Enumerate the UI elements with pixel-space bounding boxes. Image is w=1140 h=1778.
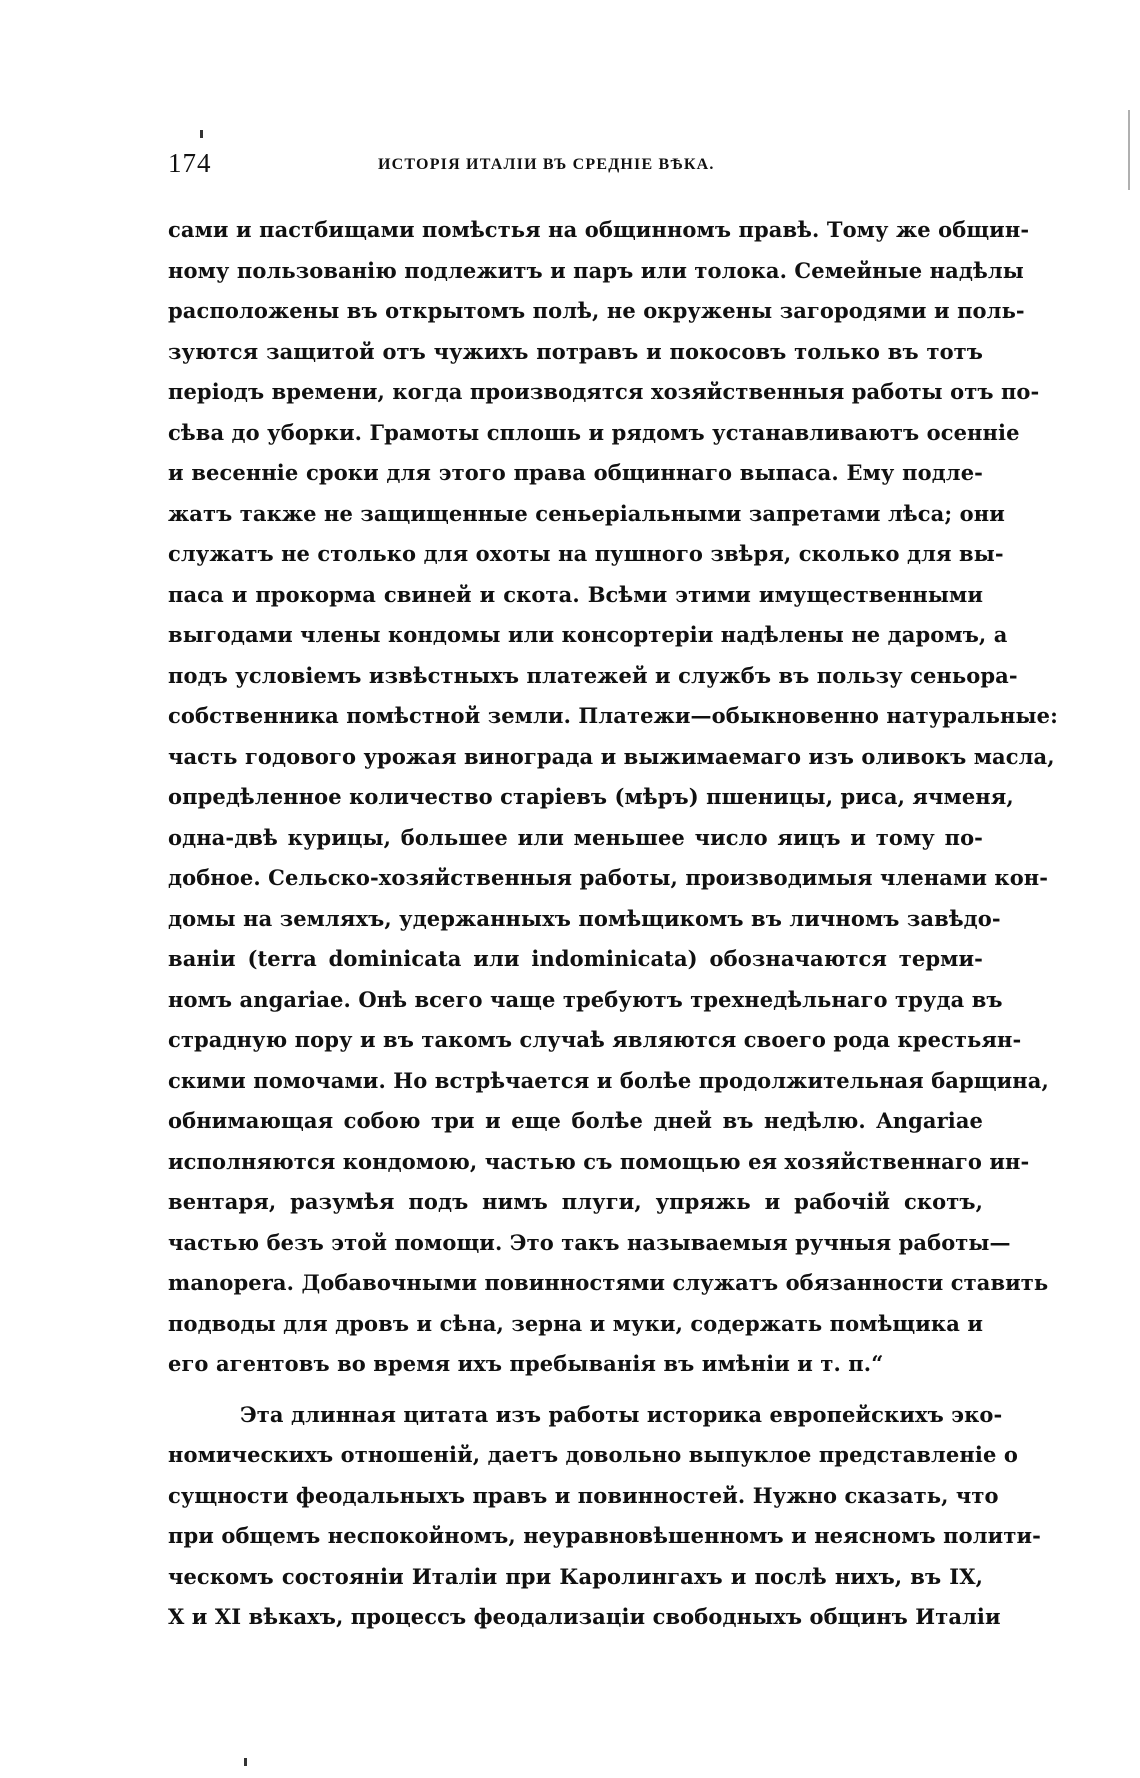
paragraph-1 bbox=[168, 210, 1058, 1385]
text-line: часть годового урожая винограда и выжимаемаго изъ оливокъ масла, bbox=[168, 743, 1055, 769]
text-line: подводы для дровъ и сѣна, зерна и муки, содержать помѣщика и bbox=[168, 1310, 983, 1336]
body-text bbox=[168, 210, 1058, 1638]
text-line: номическихъ отношеній, даетъ довольно выпуклое представленіе о bbox=[168, 1442, 1018, 1467]
text-line: скими помочами. Но встрѣчается и болѣе продолжительная барщина, bbox=[168, 1067, 1049, 1093]
text-line: служатъ не столько для охоты на пушного звѣря, сколько для вы- bbox=[168, 541, 1004, 566]
text-line: manopera. Добавочными повинностями служатъ обязанности ставить bbox=[168, 1270, 1049, 1295]
text-line: и весенніе сроки для этого права общиннаго выпаса. Ему подле- bbox=[168, 460, 983, 485]
text-line: періодъ времени, когда производятся хозяйственныя работы отъ по- bbox=[168, 379, 1040, 404]
text-line: добное. Сельско-хозяйственныя работы, производимыя членами кон- bbox=[168, 865, 1049, 890]
scan-speck-bottom bbox=[244, 1758, 247, 1766]
text-line: жатъ также не защищенные сеньеріальными запретами лѣса; они bbox=[168, 500, 1005, 526]
text-line: сѣва до уборки. Грамоты сплошь и рядомъ устанавливаютъ осеннiе bbox=[168, 419, 1020, 445]
text-line: исполняются кондомою, частью съ помощью ея хозяйственнаго ин- bbox=[168, 1148, 1030, 1174]
running-title: ИСТОРІЯ ИТАЛІИ ВЪ СРЕДНІЕ ВѢКА. bbox=[378, 156, 715, 173]
text-line: собственника помѣстной земли. Платежи—обыкновенно натуральные: bbox=[168, 703, 1058, 728]
text-line: зуются защитой отъ чужихъ потравъ и покосовъ только въ тотъ bbox=[168, 338, 983, 364]
text-line: страдную пору и въ такомъ случаѣ являются своего рода крестьян- bbox=[168, 1027, 1022, 1052]
text-line: сами и пастбищами помѣстья на общинномъ правѣ. Тому же общин- bbox=[168, 217, 1030, 242]
text-line: при общемъ неспокойномъ, неуравновѣшенномъ и неясномъ полити- bbox=[168, 1523, 1041, 1548]
text-line: подъ условіемъ извѣстныхъ платежей и службъ въ пользу сеньора- bbox=[168, 662, 1018, 688]
text-line: частью безъ этой помощи. Это такъ называемыя ручныя работы— bbox=[168, 1229, 1011, 1255]
text-line: ному пользованію подлежитъ и паръ или толока. Семейные надѣлы bbox=[168, 257, 1024, 283]
paragraph-gap bbox=[168, 1385, 983, 1395]
scan-speck-top bbox=[200, 130, 203, 138]
text-line: опредѣленное количество старіевъ (мѣръ) пшеницы, риса, ячменя, bbox=[168, 784, 1014, 809]
text-line: расположены въ открытомъ полѣ, не окружены загородями и поль- bbox=[168, 298, 1025, 323]
text-line: номъ angariae. Онѣ всего чаще требуютъ трехнедѣльнаго труда въ bbox=[168, 986, 1003, 1012]
text-line: одна-двѣ курицы, большее или меньшее число яицъ и тому по- bbox=[168, 824, 983, 850]
text-line: Эта длинная цитата изъ работы историка европейскихъ эко- bbox=[240, 1401, 1003, 1427]
text-line: X и XI вѣкахъ, процессъ феодализаціи свободныхъ общинъ Италіи bbox=[168, 1604, 1001, 1629]
page-header bbox=[168, 148, 978, 188]
text-line: обнимающая собою три и еще болѣе дней въ недѣлю. Angariae bbox=[168, 1108, 983, 1133]
text-line: паса и прокорма свиней и скота. Всѣми этими имущественными bbox=[168, 581, 983, 607]
scan-edge-line bbox=[1128, 110, 1130, 190]
text-line: его агентовъ во время ихъ пребыванія въ имѣніи и т. п.“ bbox=[168, 1351, 884, 1376]
text-line: домы на земляхъ, удержанныхъ помѣщикомъ въ личномъ завѣдо- bbox=[168, 905, 1001, 931]
paragraph-2 bbox=[168, 1395, 1041, 1638]
text-line: ваніи (terra dominicata или indominicata) обозначаются терми- bbox=[168, 946, 983, 971]
text-line: вентаря, разумѣя подъ нимъ плуги, упряжь и рабочій скотъ, bbox=[168, 1189, 983, 1214]
text-line: ческомъ состояніи Италіи при Каролингахъ и послѣ нихъ, въ IX, bbox=[168, 1563, 983, 1589]
text-line: выгодами члены кондомы или консортеріи надѣлены не даромъ, а bbox=[168, 622, 1008, 647]
text-line: сущности феодальныхъ правъ и повинностей. Нужно сказать, что bbox=[168, 1482, 999, 1508]
page-number: 174 bbox=[168, 148, 212, 178]
